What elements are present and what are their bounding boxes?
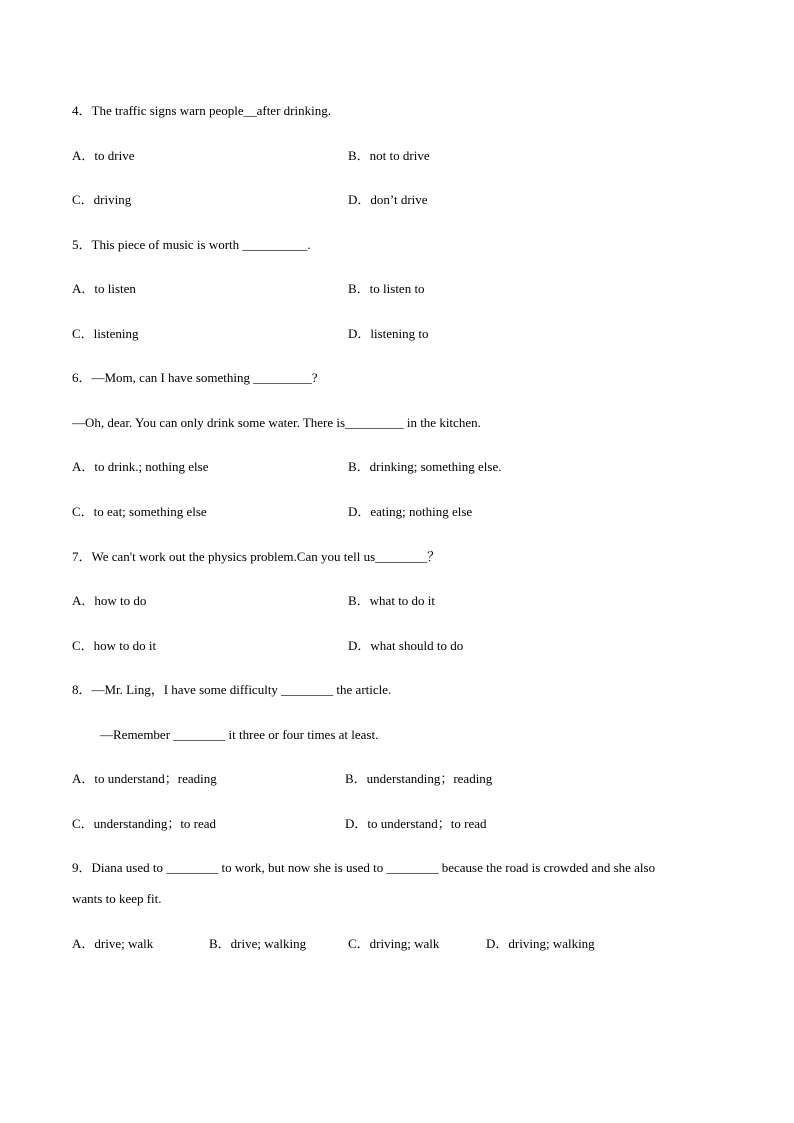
- question-6-option-b: B．drinking; something else.: [348, 459, 502, 474]
- question-4-option-c: C．driving: [72, 192, 132, 207]
- question-8-stem-reply: —Remember ________ it three or four times at least.: [100, 727, 379, 742]
- question-9-stem-continued: wants to keep fit.: [72, 891, 162, 906]
- question-9-option-c: C．driving; walk: [348, 936, 440, 951]
- question-7-stem: 7．We can't work out the physics problem.Can you tell us________？: [72, 549, 441, 564]
- question-6-option-c: C．to eat; something else: [72, 504, 207, 519]
- question-4-stem: 4．The traffic signs warn people__after drinking.: [72, 103, 331, 118]
- question-4-option-b: B．not to drive: [348, 148, 430, 163]
- question-7-option-a: A．how to do: [72, 593, 147, 608]
- question-7-option-b: B．what to do it: [348, 593, 436, 608]
- question-9-option-a: A．drive; walk: [72, 936, 154, 951]
- question-4-option-d: D．don’t drive: [348, 192, 428, 207]
- question-7-option-c: C．how to do it: [72, 638, 157, 653]
- question-6-stem: 6．—Mom, can I have something _________?: [72, 370, 318, 385]
- question-6-option-a: A．to drink.; nothing else: [72, 459, 209, 474]
- question-8-option-c: C．understanding；to read: [72, 816, 217, 831]
- question-5-option-c: C．listening: [72, 326, 139, 341]
- question-7-option-d: D．what should to do: [348, 638, 464, 653]
- question-5-option-d: D．listening to: [348, 326, 429, 341]
- question-4-option-a: A．to drive: [72, 148, 135, 163]
- question-8-option-a: A．to understand；reading: [72, 771, 217, 786]
- question-8-stem: 8．—Mr. Ling，I have some difficulty ________ the article.: [72, 682, 392, 697]
- question-5-option-b: B．to listen to: [348, 281, 425, 296]
- question-6-option-d: D．eating; nothing else: [348, 504, 473, 519]
- question-6-stem-reply: —Oh, dear. You can only drink some water. There is_________ in the kitchen.: [72, 415, 481, 430]
- question-9-option-b: B．drive; walking: [209, 936, 307, 951]
- question-5-stem: 5．This piece of music is worth __________.: [72, 237, 311, 252]
- question-8-option-d: D．to understand；to read: [345, 816, 487, 831]
- question-9-option-d: D．driving; walking: [486, 936, 595, 951]
- question-5-option-a: A．to listen: [72, 281, 136, 296]
- question-8-option-b: B．understanding；reading: [345, 771, 493, 786]
- question-9-stem: 9．Diana used to ________ to work, but now she is used to ________ because the road is crowded and she also: [72, 860, 656, 875]
